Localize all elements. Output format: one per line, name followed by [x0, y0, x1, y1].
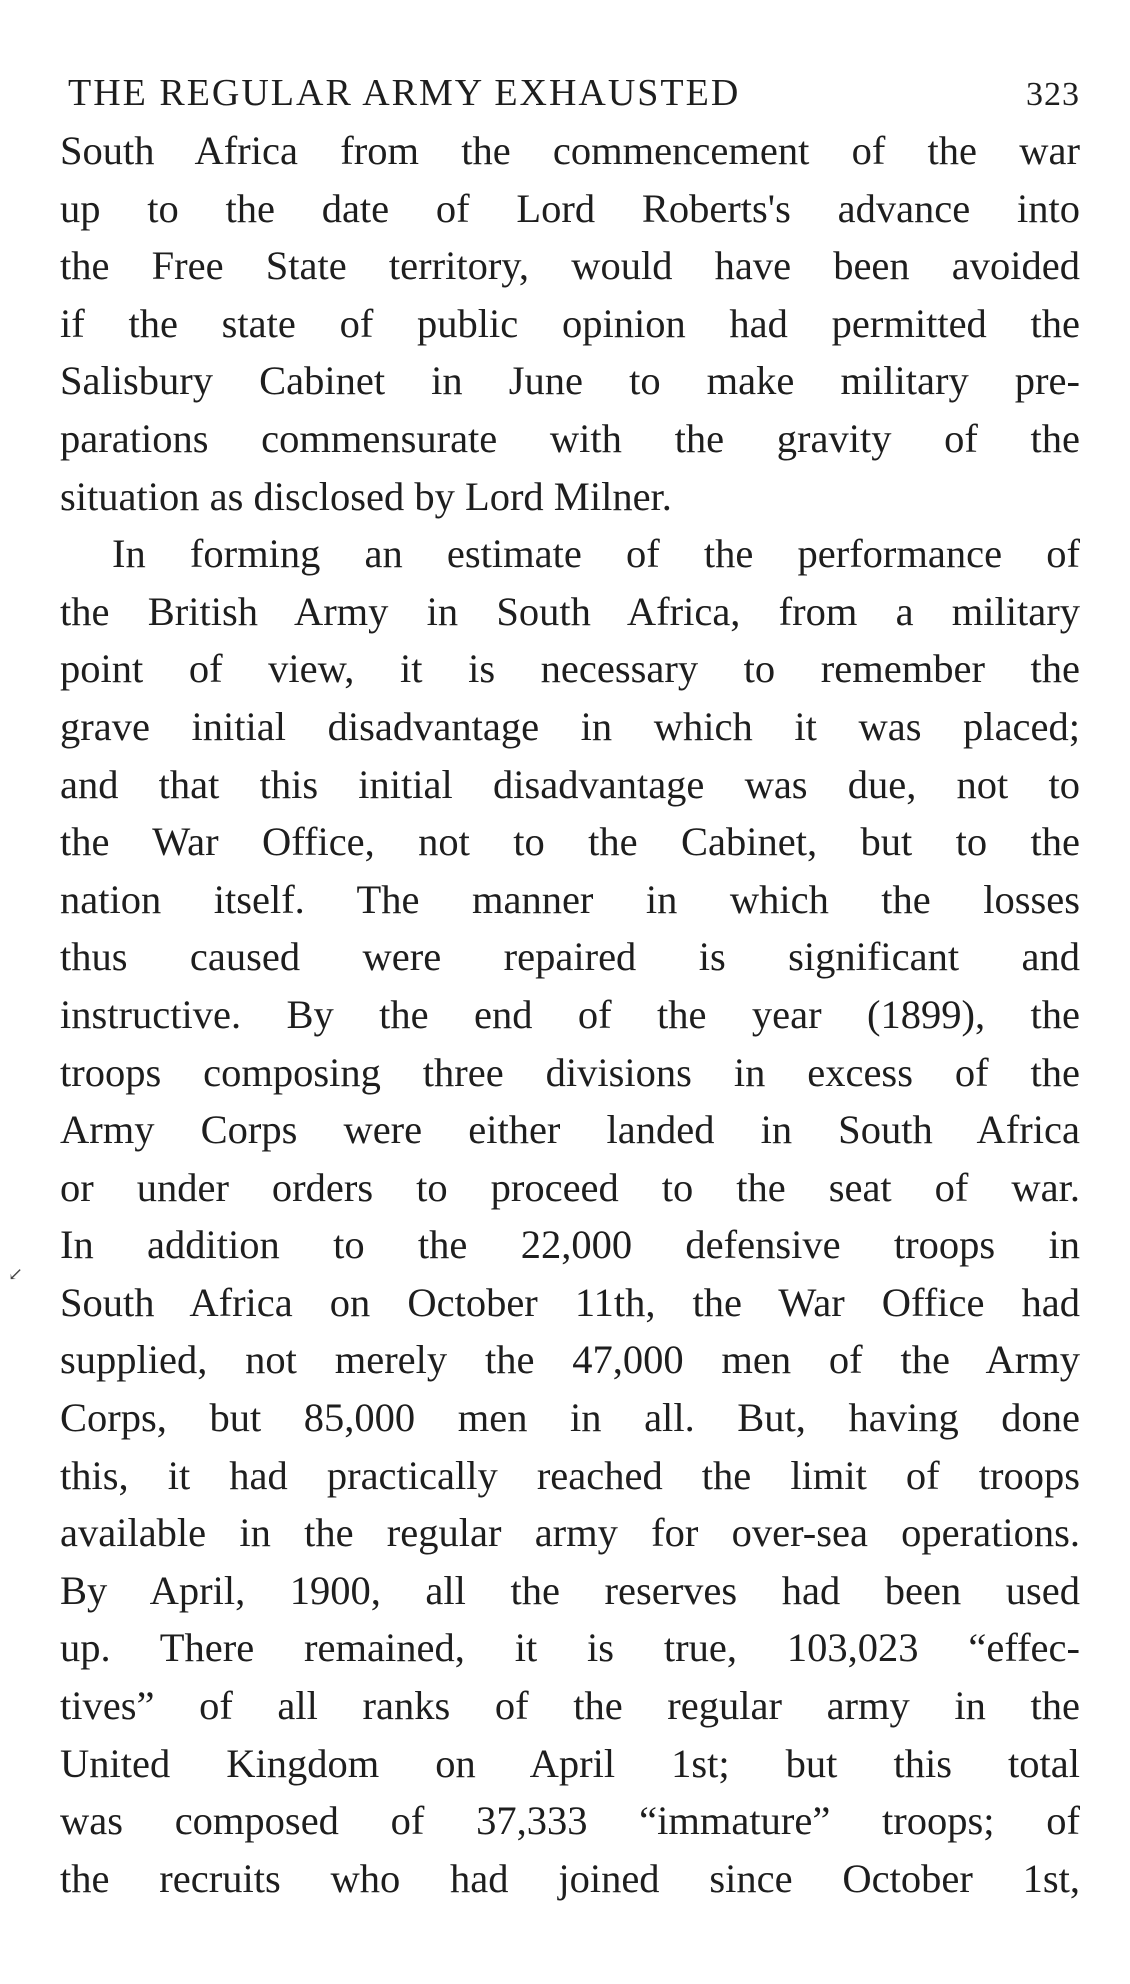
- text-line: troops composing three divisions in excess of the: [60, 1049, 1080, 1095]
- text-line: grave initial disadvantage in which it was placed;: [60, 703, 1080, 749]
- text-line: Army Corps were either landed in South Africa: [60, 1107, 1080, 1153]
- text-line: up. There remained, it is true, 103,023 “effec-: [60, 1625, 1080, 1671]
- text-line: point of view, it is necessary to remember the: [60, 646, 1080, 692]
- text-line: United Kingdom on April 1st; but this total: [60, 1740, 1080, 1786]
- text-line: nation itself. The manner in which the losses: [60, 876, 1080, 922]
- body-text: [60, 122, 1080, 1907]
- paragraph-continuation: [60, 122, 1080, 525]
- text-line: up to the date of Lord Roberts's advance into: [60, 185, 1080, 231]
- text-line: the recruits who had joined since October 1st,: [60, 1855, 1080, 1901]
- text-line: available in the regular army for over-sea operations.: [60, 1510, 1080, 1556]
- running-title: THE REGULAR ARMY EXHAUSTED: [68, 72, 741, 114]
- text-line: if the state of public opinion had permitted the: [60, 300, 1080, 346]
- text-line: tives” of all ranks of the regular army in the: [60, 1683, 1080, 1729]
- paragraph-estimate: [60, 525, 1080, 1907]
- text-line: By April, 1900, all the reserves had been used: [60, 1567, 1080, 1613]
- text-line: South Africa from the commencement of the war: [60, 128, 1080, 173]
- text-line: the War Office, not to the Cabinet, but to the: [60, 819, 1080, 865]
- text-line: instructive. By the end of the year (1899), the: [60, 991, 1080, 1037]
- text-line: South Africa on October 11th, the War Office had: [60, 1279, 1080, 1325]
- text-line: this, it had practically reached the limit of troops: [60, 1452, 1080, 1498]
- running-head: [68, 58, 1080, 128]
- text-line: parations commensurate with the gravity of the: [60, 415, 1080, 461]
- text-line: Corps, but 85,000 men in all. But, having done: [60, 1395, 1080, 1441]
- text-line: In forming an estimate of the performance of: [112, 531, 1080, 577]
- text-line: situation as disclosed by Lord Milner.: [60, 473, 672, 519]
- text-line: was composed of 37,333 “immature” troops; of: [60, 1798, 1080, 1844]
- text-line: the British Army in South Africa, from a military: [60, 588, 1080, 634]
- text-line: the Free State territory, would have been avoided: [60, 243, 1080, 289]
- text-line: supplied, not merely the 47,000 men of the Army: [60, 1337, 1080, 1383]
- text-line: or under orders to proceed to the seat of war.: [60, 1164, 1080, 1210]
- text-line: thus caused were repaired is significant and: [60, 934, 1080, 980]
- page-number: 323: [1026, 76, 1080, 113]
- margin-mark: ↙: [8, 1264, 24, 1284]
- text-line: In addition to the 22,000 defensive troops in: [60, 1222, 1080, 1268]
- book-page: [60, 58, 1080, 1907]
- text-line: and that this initial disadvantage was due, not to: [60, 761, 1080, 807]
- text-line: Salisbury Cabinet in June to make military pre-: [60, 358, 1080, 404]
